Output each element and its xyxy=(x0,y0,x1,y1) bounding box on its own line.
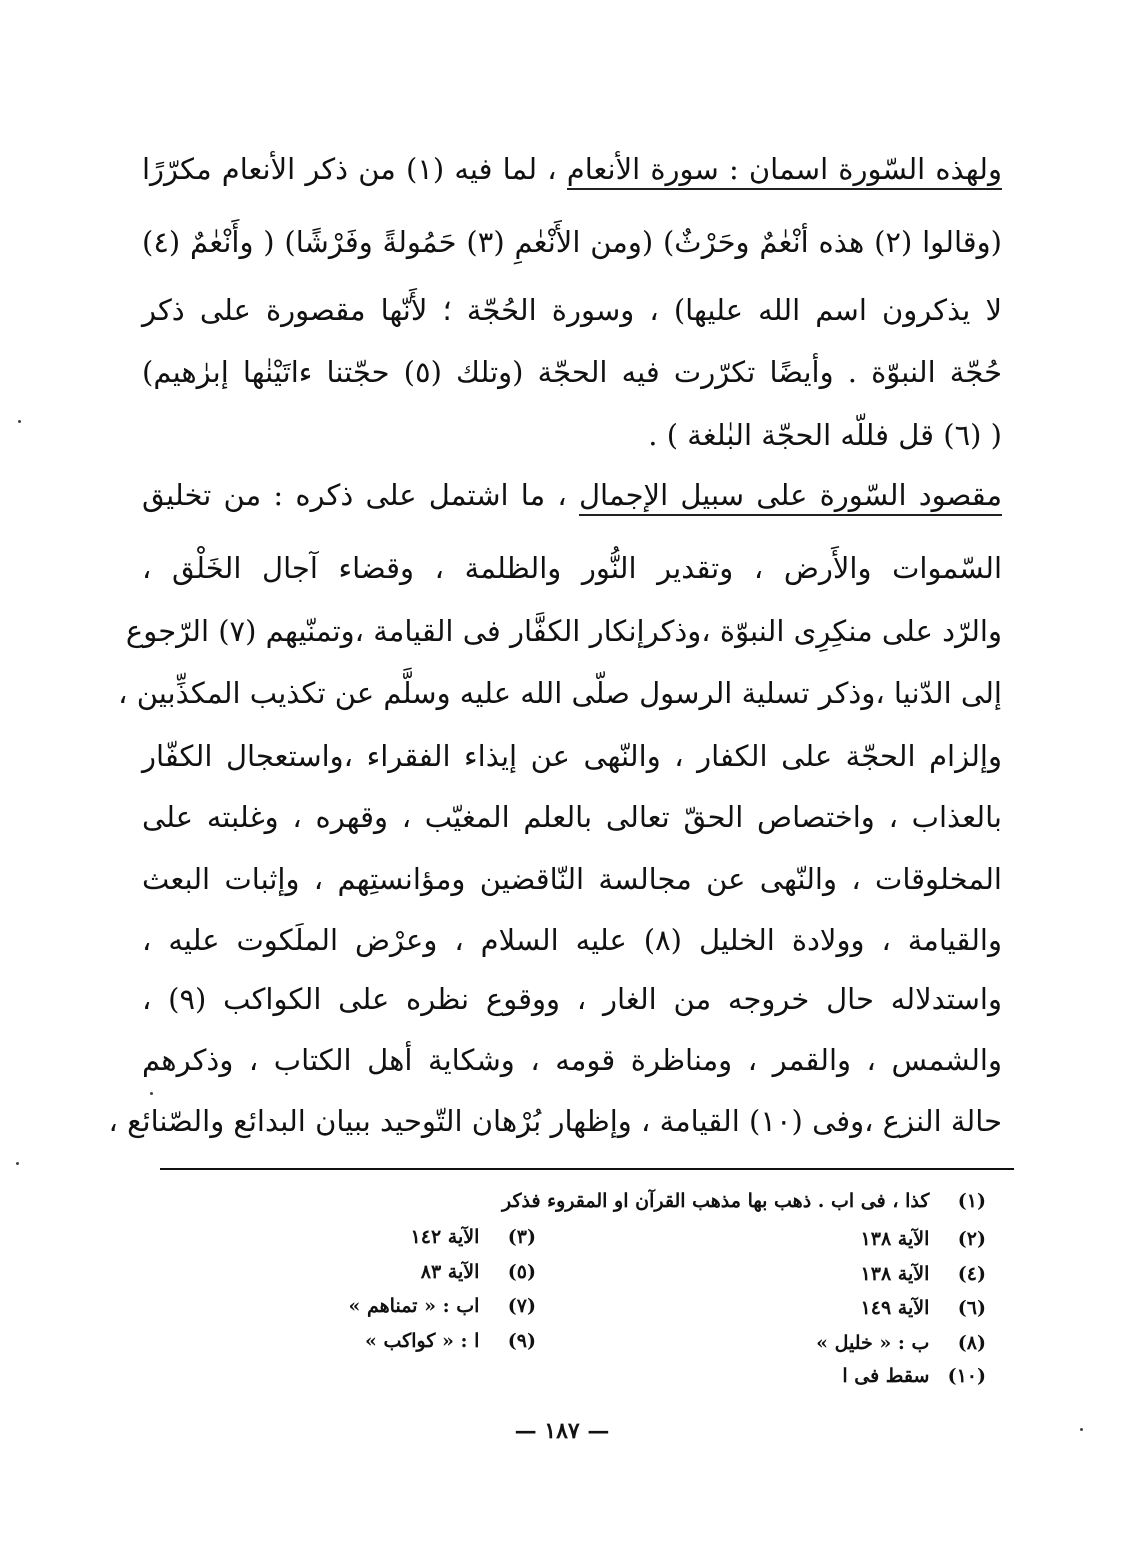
body-line-7 xyxy=(142,551,1002,585)
footnote-1-number: (١) xyxy=(957,1190,986,1212)
footnote-7-number: (٧) xyxy=(507,1295,536,1317)
body-line-11-text: بالعذاب ، واختصاص الحقّ تعالى بالعلم المغيّب ، وقهره ، وغلبته على xyxy=(142,800,1002,834)
footnote-8 xyxy=(816,1332,986,1354)
footnote-4-number: (٤) xyxy=(957,1263,986,1285)
footnote-10-text: سقط فى ا xyxy=(842,1365,930,1387)
footnote-4-text: الآية ١٣٨ xyxy=(860,1263,930,1285)
footnote-8-text: ب : « خليل » xyxy=(816,1332,930,1354)
body-line-1 xyxy=(142,152,1002,186)
footnote-2-number: (٢) xyxy=(957,1228,986,1250)
page-number: — ١٨٧ — xyxy=(514,1418,610,1444)
footnote-10-number: (١٠) xyxy=(947,1365,986,1387)
body-line-12-text: المخلوقات ، والنّهى عن مجالسة النّاقضين ومؤانستِهم ، وإثبات البعث xyxy=(142,862,1002,896)
body-line-9-text: إلى الدّنيا ،وذكر تسلية الرسول صلّى الله عليه وسلَّم عن تكذيب المكذِّبين ، xyxy=(118,676,1002,710)
body-line-12 xyxy=(142,862,1002,896)
footnote-2 xyxy=(861,1228,986,1250)
footnote-5-text: الآية ٨٣ xyxy=(420,1261,480,1283)
footnote-3-number: (٣) xyxy=(507,1226,536,1248)
footnote-9-text: ا : « كواكب » xyxy=(365,1330,480,1352)
body-line-8 xyxy=(125,614,1002,648)
body-line-10 xyxy=(142,739,1002,773)
footnote-1 xyxy=(502,1190,986,1212)
footnote-7 xyxy=(349,1295,536,1317)
body-line-15-text: والشمس ، والقمر ، ومناظرة قومه ، وشكاية أهل الكتاب ، وذكرهم xyxy=(142,1043,1002,1077)
body-line-3 xyxy=(142,293,1002,327)
body-line-14-text: واستدلاله حال خروجه من الغار ، ووقوع نظره على الكواكب (٩) ، xyxy=(142,982,1002,1016)
body-line-13 xyxy=(142,923,1002,957)
footnote-6-number: (٦) xyxy=(957,1297,986,1319)
footnote-5 xyxy=(421,1261,536,1283)
footnote-7-text: اب : « تمناهم » xyxy=(348,1295,480,1317)
body-line-5 xyxy=(142,418,1002,452)
body-line-16-text: حالة النزع ،وفى (١٠) القيامة ، وإظهار بُرْهان التّوحيد ببيان البدائع والصّنائع ، xyxy=(108,1104,1002,1138)
body-line-1-text: ، لما فيه (١) من ذكر الأنعام مكرّرًا xyxy=(142,152,567,186)
footnote-6 xyxy=(861,1297,986,1319)
scan-speck xyxy=(1080,1428,1083,1431)
body-line-15 xyxy=(142,1043,1002,1077)
footnote-3 xyxy=(411,1226,536,1248)
section-heading-purpose: مقصود السّورة على سبيل الإجمال xyxy=(579,478,1002,516)
footnote-8-number: (٨) xyxy=(957,1332,986,1354)
footnote-divider xyxy=(160,1168,1014,1170)
body-line-4-text: حُجّة النبوّة . وأيضًا تكرّرت فيه الحجّة (وتلك (٥) حجّتنا ءاتَيْنٰها إبرٰهيم) xyxy=(142,355,1003,389)
body-line-2-text: (وقالوا (٢) هذه أنْعٰمٌ وحَرْثٌ) (ومن الأَنْعٰمِ (٣) حَمُولةً وفَرْشًا) ( وأَنْعٰمٌ (٤) xyxy=(142,225,1002,259)
footnote-2-text: الآية ١٣٨ xyxy=(860,1228,930,1250)
body-line-11 xyxy=(142,800,1002,834)
body-line-5-text: ( (٦) قل فللّه الحجّة البٰلغة ) . xyxy=(648,418,1002,452)
footnote-6-text: الآية ١٤٩ xyxy=(860,1297,930,1319)
body-line-6-text: ، ما اشتمل على ذكره : من تخليق xyxy=(142,478,579,512)
scan-speck xyxy=(18,420,21,423)
body-line-13-text: والقيامة ، وولادة الخليل (٨) عليه السلام ، وعرْض الملَكوت عليه ، xyxy=(142,923,1002,957)
footnote-1-text: كذا ، فى اب . ذهب بها مذهب القرآن او المقروء فذكر xyxy=(501,1190,930,1212)
body-line-4 xyxy=(142,355,1002,389)
body-line-3-text: لا يذكرون اسم الله عليها) ، وسورة الحُجّة ؛ لأَنّها مقصورة على ذكر xyxy=(142,293,1002,327)
footnote-3-text: الآية ١٤٢ xyxy=(410,1226,480,1248)
section-heading-names: ولهذه السّورة اسمان : سورة الأنعام xyxy=(567,152,1002,190)
body-line-9 xyxy=(118,676,1002,710)
body-line-10-text: وإلزام الحجّة على الكفار ، والنّهى عن إيذاء الفقراء ،واستعجال الكفّار xyxy=(142,739,1002,773)
scan-speck xyxy=(150,1092,153,1095)
body-line-14 xyxy=(142,982,1002,1016)
footnote-4 xyxy=(861,1263,986,1285)
footnote-9 xyxy=(365,1330,536,1352)
footnote-10 xyxy=(842,1365,986,1387)
body-line-2 xyxy=(142,225,1002,259)
body-line-16 xyxy=(108,1104,1002,1138)
footnote-5-number: (٥) xyxy=(507,1261,536,1283)
scan-speck xyxy=(16,1162,19,1165)
footnote-9-number: (٩) xyxy=(507,1330,536,1352)
body-line-8-text: والرّد على منكِرِى النبوّة ،وذكرإنكار الكفَّار فى القيامة ،وتمنّيهم (٧) الرّجوع xyxy=(125,614,1002,648)
body-line-6 xyxy=(142,478,1002,512)
body-line-7-text: السّموات والأَرض ، وتقدير النُّور والظلمة ، وقضاء آجال الخَلْق ، xyxy=(142,551,1002,585)
